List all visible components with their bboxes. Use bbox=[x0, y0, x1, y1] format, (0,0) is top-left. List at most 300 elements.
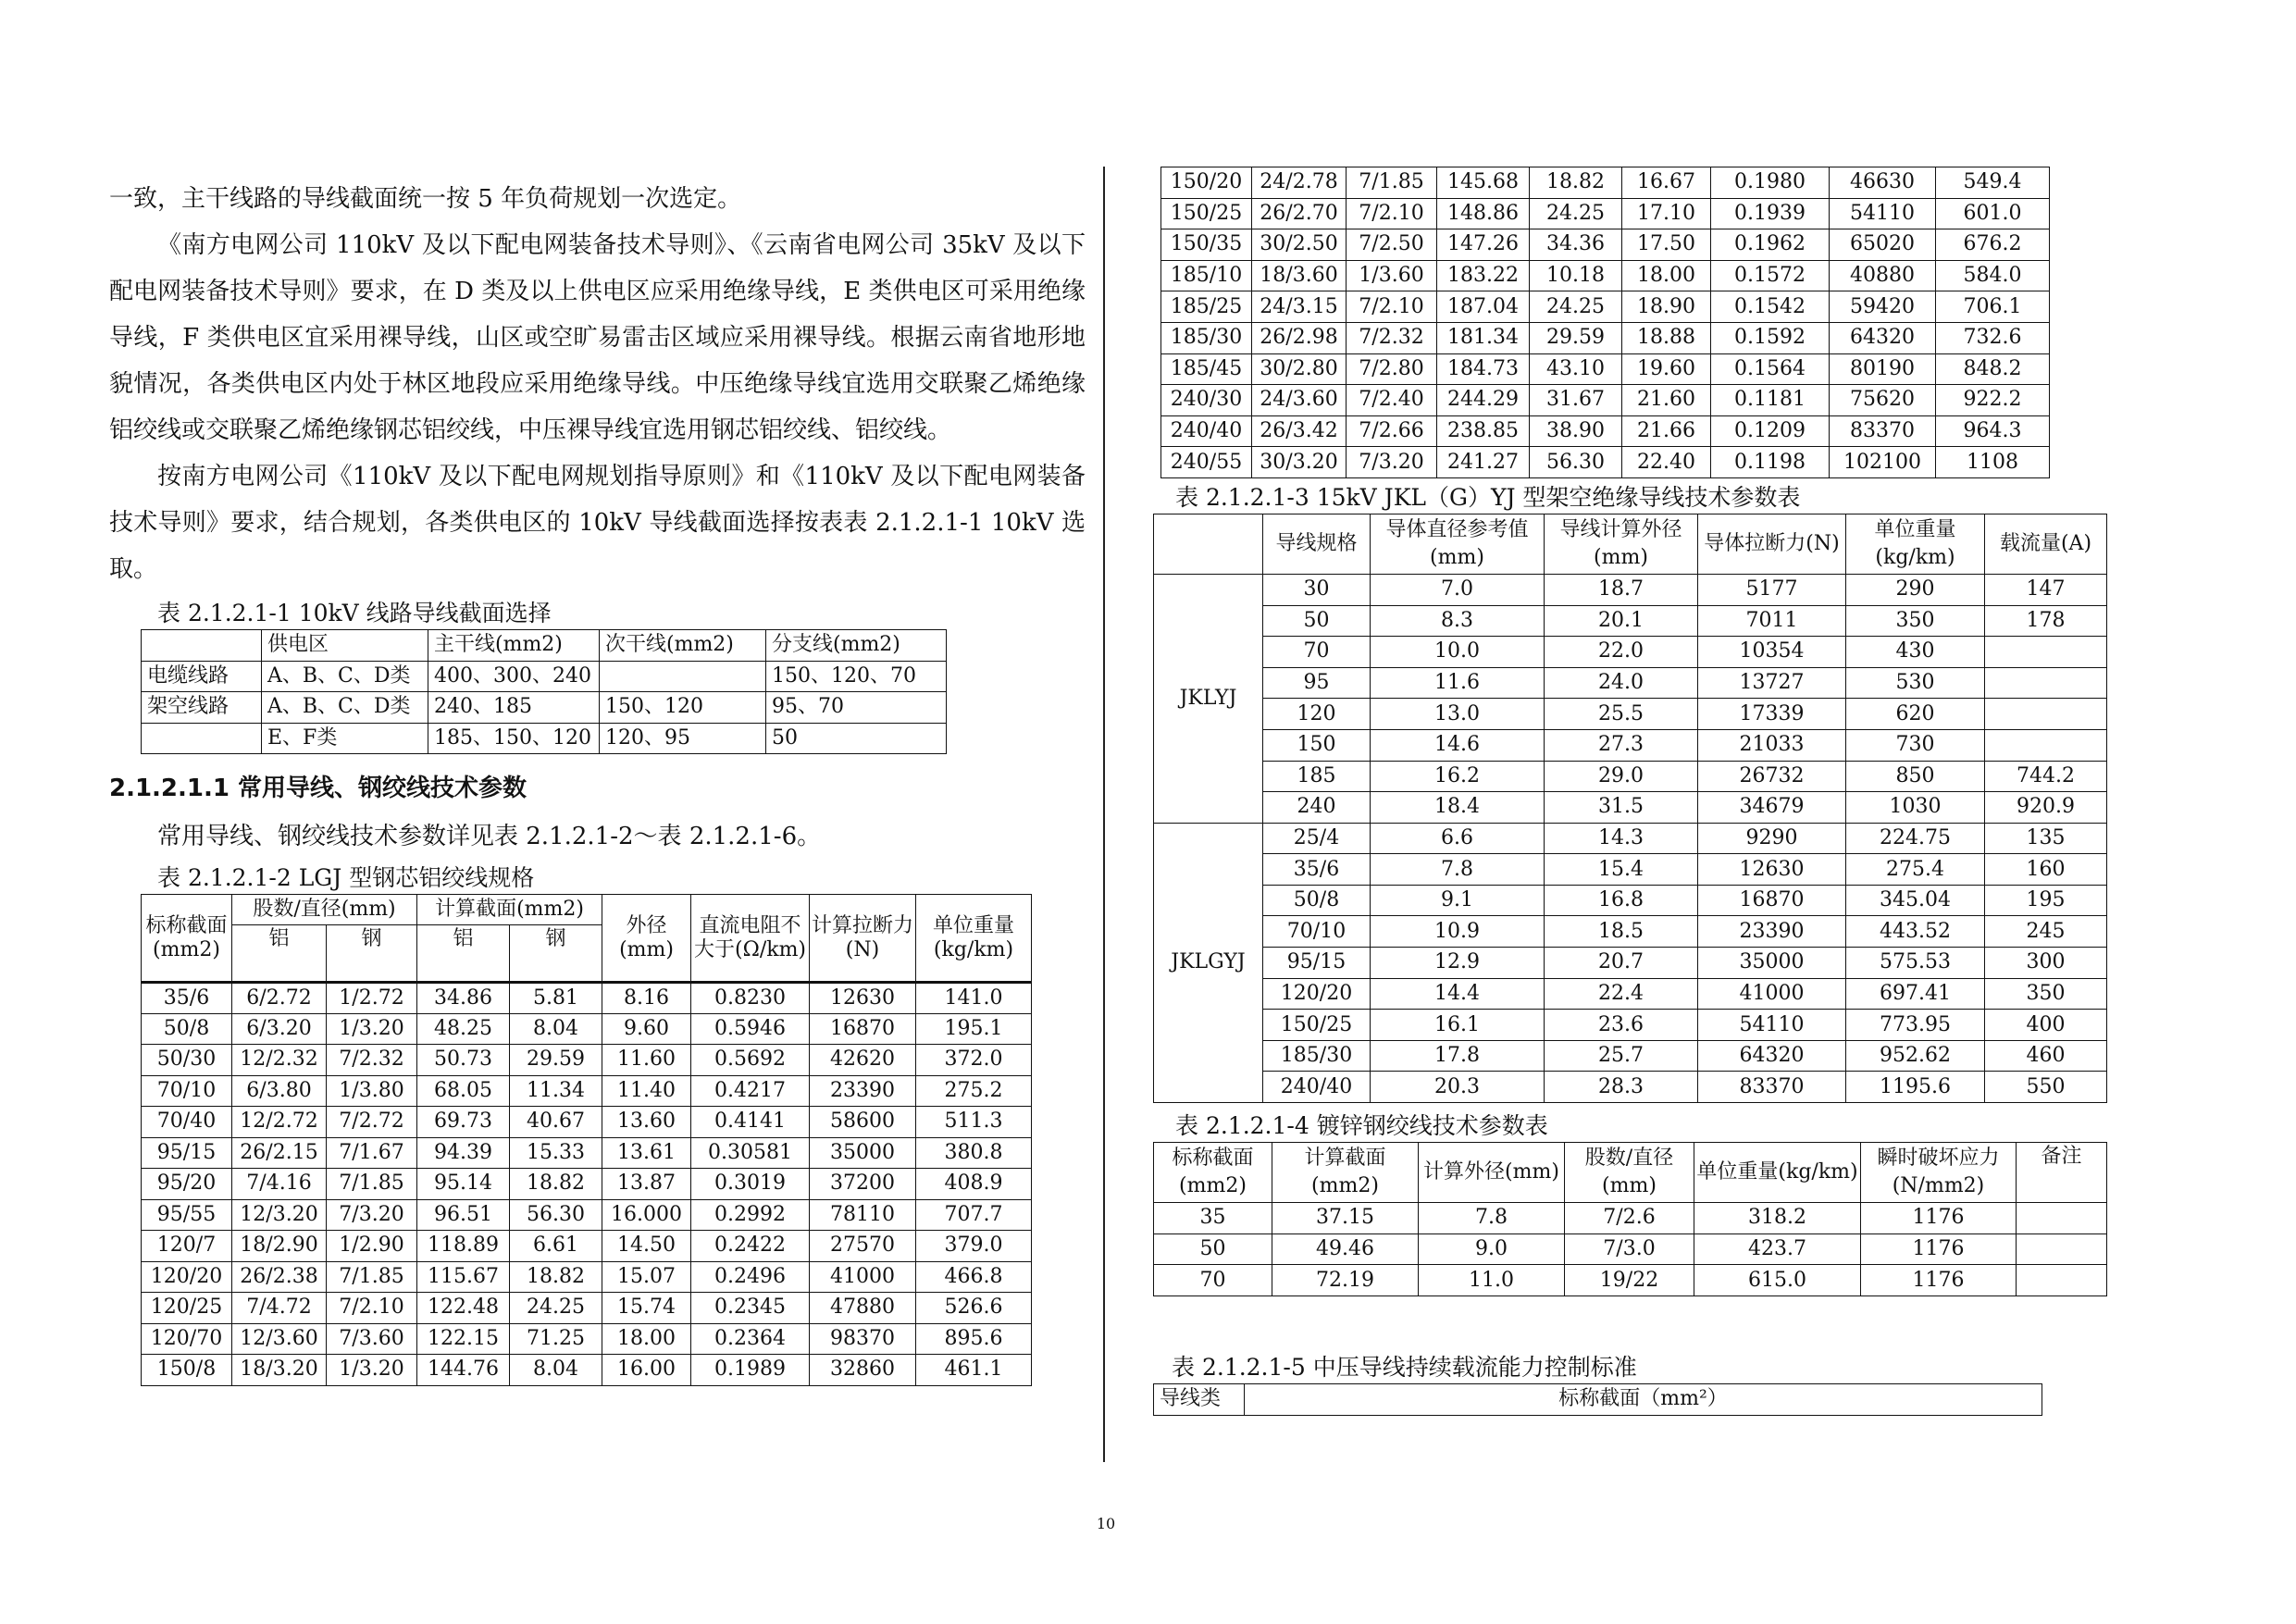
table-cell: 0.1572 bbox=[1711, 260, 1830, 291]
table-cell: 7/2.32 bbox=[1347, 322, 1437, 353]
table-row bbox=[1154, 1072, 2107, 1103]
table-cell: 38.90 bbox=[1530, 415, 1622, 447]
table-cell: 706.1 bbox=[1936, 291, 2050, 323]
table-cell: 7/4.72 bbox=[232, 1293, 327, 1324]
table-cell: 49.46 bbox=[1272, 1233, 1419, 1265]
table-cell: 241.27 bbox=[1437, 447, 1530, 478]
table-cell: 95/55 bbox=[142, 1199, 232, 1231]
table-cell: 8.16 bbox=[602, 983, 691, 1014]
table-cell: 240/30 bbox=[1161, 385, 1252, 416]
table-row bbox=[1161, 260, 2050, 291]
table-cell: 18.88 bbox=[1622, 322, 1711, 353]
table-cell: 1/3.80 bbox=[327, 1075, 417, 1107]
table-cell: 120/7 bbox=[142, 1231, 232, 1262]
table-row bbox=[142, 1045, 1032, 1076]
table-header-cell: 计算截面(mm2) bbox=[417, 895, 602, 925]
table-cell: 240 bbox=[1263, 792, 1371, 824]
table-cell: 6.61 bbox=[510, 1231, 602, 1262]
table-cell: 95.14 bbox=[417, 1169, 510, 1200]
table-header-cell: 钢 bbox=[510, 925, 602, 983]
table-cell: 400 bbox=[1985, 1010, 2107, 1041]
table-cell: 59420 bbox=[1830, 291, 1936, 323]
table-cell: 18/2.90 bbox=[232, 1231, 327, 1262]
table-cell: 7/2.10 bbox=[1347, 291, 1437, 323]
table-cell: 28.3 bbox=[1545, 1072, 1698, 1103]
table-cell: 11.40 bbox=[602, 1075, 691, 1107]
table-row bbox=[142, 1323, 1032, 1355]
table-cell: 120/20 bbox=[142, 1261, 232, 1293]
table-cell: 102100 bbox=[1830, 447, 1936, 478]
table-header-cell: 分支线(mm2) bbox=[766, 630, 947, 662]
table-cell: 318.2 bbox=[1694, 1203, 1861, 1234]
table-cell: 95/15 bbox=[142, 1137, 232, 1169]
table-cell: 9.60 bbox=[602, 1013, 691, 1045]
table-cell: 615.0 bbox=[1694, 1265, 1861, 1296]
table-cell: 18.00 bbox=[1622, 260, 1711, 291]
table-body bbox=[1154, 574, 2107, 1102]
table-header-cell: 股数/直径(mm) bbox=[1565, 1143, 1694, 1203]
table-cell: 150/8 bbox=[142, 1355, 232, 1386]
table-cell: 23390 bbox=[810, 1075, 916, 1107]
table-cell: 架空线路 bbox=[142, 692, 262, 724]
table-cell: 13.0 bbox=[1371, 699, 1545, 730]
table-cell: 848.2 bbox=[1936, 353, 2050, 385]
table-cell: 150/35 bbox=[1161, 229, 1252, 261]
table-header-cell: 计算拉断力(N) bbox=[810, 895, 916, 983]
table-cell: 11.60 bbox=[602, 1045, 691, 1076]
table-cell: 0.1564 bbox=[1711, 353, 1830, 385]
table-cell: 65020 bbox=[1830, 229, 1936, 261]
table-cell: 50 bbox=[1154, 1233, 1272, 1265]
table3-caption: 表 2.1.2.1-3 15kV JKL（G）YJ 型架空绝缘导线技术参数表 bbox=[1175, 483, 1801, 511]
table-cell: 7/1.67 bbox=[327, 1137, 417, 1169]
table-row bbox=[1154, 1040, 2107, 1072]
table-cell: 18.7 bbox=[1545, 574, 1698, 605]
table-cell: 11.0 bbox=[1419, 1265, 1565, 1296]
table-cell: 120/20 bbox=[1263, 978, 1371, 1010]
table-cell: 56.30 bbox=[1530, 447, 1622, 478]
table-row bbox=[1154, 1203, 2107, 1234]
table-cell bbox=[1985, 729, 2107, 761]
table-cell: 850 bbox=[1846, 761, 1985, 792]
table-row bbox=[142, 723, 947, 754]
table-cell: 160 bbox=[1985, 854, 2107, 886]
table-cell: 620 bbox=[1846, 699, 1985, 730]
table-row bbox=[1161, 415, 2050, 447]
paragraph-2: 《南方电网公司 110kV 及以下配电网装备技术导则》、《云南省电网公司 35kV 及以下配电网装备技术导则》要求，在 D 类及以上供电区应采用绝缘导线，E 类供电区可采用绝缘导线，F 类供电区宜采用裸导线，山区或空旷易雷击区域应采用裸导线。根据云南省地形地貌情况，各类供电区内处于林区地段应采用绝缘导线。中压绝缘导线宜选用交联聚乙烯绝缘铝绞线或交联聚乙烯绝缘钢芯铝绞线，中压裸导线宜选用钢芯铝绞线、铝绞线。 bbox=[109, 231, 1086, 444]
table-cell: 22.4 bbox=[1545, 978, 1698, 1010]
table-row bbox=[142, 1169, 1032, 1200]
table-cell: 17.8 bbox=[1371, 1040, 1545, 1072]
table-row bbox=[1161, 447, 2050, 478]
table-cell: 184.73 bbox=[1437, 353, 1530, 385]
table-cell: 12/2.32 bbox=[232, 1045, 327, 1076]
table-cell: 275.4 bbox=[1846, 854, 1985, 886]
table-cell: 443.52 bbox=[1846, 916, 1985, 948]
table-cell: 1/3.20 bbox=[327, 1355, 417, 1386]
table-row bbox=[1154, 792, 2107, 824]
table-cell: 41000 bbox=[1698, 978, 1846, 1010]
table-cell: 56.30 bbox=[510, 1199, 602, 1231]
table-header-cell: 载流量(A) bbox=[1985, 514, 2107, 574]
table-cell: 1176 bbox=[1861, 1203, 2017, 1234]
table-cell bbox=[1985, 667, 2107, 699]
table-cell: 0.4141 bbox=[691, 1107, 810, 1138]
table-header-cell: 次干线(mm2) bbox=[600, 630, 766, 662]
table-cell: 732.6 bbox=[1936, 322, 2050, 353]
table-cell: 24/3.60 bbox=[1252, 385, 1347, 416]
table-header-cell: 外径(mm) bbox=[602, 895, 691, 983]
table-cell: 7/4.16 bbox=[232, 1169, 327, 1200]
table-row bbox=[1154, 823, 2107, 854]
table-cell: 922.2 bbox=[1936, 385, 2050, 416]
table-cell: 7/3.0 bbox=[1565, 1233, 1694, 1265]
lgj-conductor-spec-table-continued bbox=[1160, 167, 2050, 478]
table-header-cell: 标称截面(mm2) bbox=[142, 895, 232, 983]
table-cell: A、B、C、D类 bbox=[262, 661, 428, 692]
insulated-conductor-spec-table bbox=[1153, 514, 2107, 1103]
table-cell: 245 bbox=[1985, 916, 2107, 948]
table-cell: 16.8 bbox=[1545, 885, 1698, 916]
table-cell: 31.5 bbox=[1545, 792, 1698, 824]
table-cell: 6/3.20 bbox=[232, 1013, 327, 1045]
table-cell: 1176 bbox=[1861, 1265, 2017, 1296]
table-header-row bbox=[1154, 1383, 2042, 1415]
table-cell: 12/2.72 bbox=[232, 1107, 327, 1138]
table-cell: 730 bbox=[1846, 729, 1985, 761]
table-cell: 6/3.80 bbox=[232, 1075, 327, 1107]
table-cell: 13727 bbox=[1698, 667, 1846, 699]
table-row bbox=[142, 1261, 1032, 1293]
intro-paragraph: 常用导线、钢绞线技术参数详见表 2.1.2.1-2～表 2.1.2.1-6。 bbox=[157, 823, 822, 850]
table-row bbox=[1154, 948, 2107, 979]
table-cell: 773.95 bbox=[1846, 1010, 1985, 1041]
table-cell: 30 bbox=[1263, 574, 1371, 605]
table-cell: 21033 bbox=[1698, 729, 1846, 761]
table-cell: 47880 bbox=[810, 1293, 916, 1324]
table-cell: 240/40 bbox=[1161, 415, 1252, 447]
table-cell: 95/15 bbox=[1263, 948, 1371, 979]
table-cell: 12630 bbox=[810, 983, 916, 1014]
table-cell: 34.86 bbox=[417, 983, 510, 1014]
table-cell: 0.1209 bbox=[1711, 415, 1830, 447]
table-header-cell: 直流电阻不大于(Ω/km) bbox=[691, 895, 810, 983]
table-cell: 697.41 bbox=[1846, 978, 1985, 1010]
table-cell: 22.0 bbox=[1545, 637, 1698, 668]
table-header-cell: 股数/直径(mm) bbox=[232, 895, 417, 925]
table-cell bbox=[2017, 1233, 2107, 1265]
table-cell: 70/10 bbox=[142, 1075, 232, 1107]
table-row bbox=[1154, 699, 2107, 730]
table-cell: 6.6 bbox=[1371, 823, 1545, 854]
table-cell: 26732 bbox=[1698, 761, 1846, 792]
table-cell: 530 bbox=[1846, 667, 1985, 699]
table-cell: 0.2345 bbox=[691, 1293, 810, 1324]
table-cell: 380.8 bbox=[916, 1137, 1032, 1169]
table-cell: 240、185 bbox=[428, 692, 600, 724]
table-cell: 35 bbox=[1154, 1203, 1272, 1234]
table-header-cell: 标称截面（mm²） bbox=[1245, 1383, 2042, 1415]
table-row bbox=[1161, 229, 2050, 261]
table-cell: 15.4 bbox=[1545, 854, 1698, 886]
table-cell: 575.53 bbox=[1846, 948, 1985, 979]
table-cell: 0.2364 bbox=[691, 1323, 810, 1355]
table-cell: 115.67 bbox=[417, 1261, 510, 1293]
table-cell: 7/3.20 bbox=[1347, 447, 1437, 478]
table-cell: 50/30 bbox=[142, 1045, 232, 1076]
table-cell: 25.5 bbox=[1545, 699, 1698, 730]
table-header-cell: 单位重量(kg/km) bbox=[1846, 514, 1985, 574]
table-cell: 9.1 bbox=[1371, 885, 1545, 916]
table-cell: 26/2.70 bbox=[1252, 198, 1347, 229]
group-label-cell: JKLYJ bbox=[1154, 574, 1263, 823]
table-cell: 0.1592 bbox=[1711, 322, 1830, 353]
table-cell: 5177 bbox=[1698, 574, 1846, 605]
table-cell: 94.39 bbox=[417, 1137, 510, 1169]
table-cell: 29.59 bbox=[1530, 322, 1622, 353]
table-cell: 7011 bbox=[1698, 605, 1846, 637]
left-column bbox=[109, 176, 1086, 1386]
table-cell: 13.60 bbox=[602, 1107, 691, 1138]
table-cell: 238.85 bbox=[1437, 415, 1530, 447]
table-cell: 178 bbox=[1985, 605, 2107, 637]
table-cell: 18/3.20 bbox=[232, 1355, 327, 1386]
table-cell bbox=[2017, 1203, 2107, 1234]
table-cell: 0.1989 bbox=[691, 1355, 810, 1386]
table-cell: 707.7 bbox=[916, 1199, 1032, 1231]
table-cell: 26/2.15 bbox=[232, 1137, 327, 1169]
table-row bbox=[1154, 761, 2107, 792]
table-cell bbox=[2017, 1265, 2107, 1296]
table-header-cell: 钢 bbox=[327, 925, 417, 983]
table-cell: 21.60 bbox=[1622, 385, 1711, 416]
table-cell: 10.0 bbox=[1371, 637, 1545, 668]
table-cell: 14.4 bbox=[1371, 978, 1545, 1010]
table-cell: 195 bbox=[1985, 885, 2107, 916]
table-cell: 13.87 bbox=[602, 1169, 691, 1200]
table-cell: 185/30 bbox=[1263, 1040, 1371, 1072]
table-cell: 7/3.20 bbox=[327, 1199, 417, 1231]
table-cell: 1/3.20 bbox=[327, 1013, 417, 1045]
table-cell: 601.0 bbox=[1936, 198, 2050, 229]
table-cell: 150、120、70 bbox=[766, 661, 947, 692]
table-cell: 70 bbox=[1154, 1265, 1272, 1296]
table-cell: 电缆线路 bbox=[142, 661, 262, 692]
table-cell: 16.2 bbox=[1371, 761, 1545, 792]
table-row bbox=[142, 1231, 1032, 1262]
table-cell: 150/25 bbox=[1161, 198, 1252, 229]
table-cell: 29.0 bbox=[1545, 761, 1698, 792]
table-cell: 43.10 bbox=[1530, 353, 1622, 385]
table4-caption: 表 2.1.2.1-4 镀锌钢绞线技术参数表 bbox=[1175, 1112, 1548, 1140]
table-cell: 9.0 bbox=[1419, 1233, 1565, 1265]
table-row bbox=[1161, 353, 2050, 385]
table-cell: 22.40 bbox=[1622, 447, 1711, 478]
table-cell: 7.0 bbox=[1371, 574, 1545, 605]
table-cell: 50 bbox=[1263, 605, 1371, 637]
table-cell: 0.5946 bbox=[691, 1013, 810, 1045]
table-cell: 350 bbox=[1846, 605, 1985, 637]
table-cell: 20.1 bbox=[1545, 605, 1698, 637]
table-header-cell bbox=[1154, 514, 1263, 574]
table-cell: 19.60 bbox=[1622, 353, 1711, 385]
table-body bbox=[1154, 1203, 2107, 1296]
table-cell: 460 bbox=[1985, 1040, 2107, 1072]
table-header-cell: 铝 bbox=[232, 925, 327, 983]
table-cell: 48.25 bbox=[417, 1013, 510, 1045]
table-cell: 23390 bbox=[1698, 916, 1846, 948]
table-cell: 30/3.20 bbox=[1252, 447, 1347, 478]
table-cell: 20.7 bbox=[1545, 948, 1698, 979]
table-cell: 26/2.38 bbox=[232, 1261, 327, 1293]
table-cell: 423.7 bbox=[1694, 1233, 1861, 1265]
table-cell: 35000 bbox=[810, 1137, 916, 1169]
table-cell: 70/10 bbox=[1263, 916, 1371, 948]
table-body bbox=[1161, 167, 2050, 478]
table-cell: 35000 bbox=[1698, 948, 1846, 979]
table-cell: 466.8 bbox=[916, 1261, 1032, 1293]
table-cell: 920.9 bbox=[1985, 792, 2107, 824]
table-cell: 181.34 bbox=[1437, 322, 1530, 353]
table-cell: 70/40 bbox=[142, 1107, 232, 1138]
table-cell: 135 bbox=[1985, 823, 2107, 854]
table-row bbox=[142, 1355, 1032, 1386]
table-cell: 95 bbox=[1263, 667, 1371, 699]
table-row bbox=[142, 1137, 1032, 1169]
table-cell: 1195.6 bbox=[1846, 1072, 1985, 1103]
table-cell: 0.2992 bbox=[691, 1199, 810, 1231]
table-cell: 240/40 bbox=[1263, 1072, 1371, 1103]
table-row bbox=[1154, 729, 2107, 761]
table-cell: 148.86 bbox=[1437, 198, 1530, 229]
table-cell: 0.3019 bbox=[691, 1169, 810, 1200]
table-cell: 16.00 bbox=[602, 1355, 691, 1386]
table-header-row bbox=[142, 630, 947, 662]
table-cell bbox=[1985, 699, 2107, 730]
table-cell: 744.2 bbox=[1985, 761, 2107, 792]
table-cell: 118.89 bbox=[417, 1231, 510, 1262]
table-header-cell: 导线类 bbox=[1154, 1383, 1245, 1415]
table-cell: 96.51 bbox=[417, 1199, 510, 1231]
paragraph-3: 按南方电网公司《110kV 及以下配电网规划指导原则》和《110kV 及以下配电网装备技术导则》要求，结合规划，各类供电区的 10kV 导线截面选择按表表 2.1.2.1-1 10kV 选取。 bbox=[109, 463, 1086, 583]
table-header-cell: 主干线(mm2) bbox=[428, 630, 600, 662]
table-cell: 1108 bbox=[1936, 447, 2050, 478]
table-cell: 150/25 bbox=[1263, 1010, 1371, 1041]
table-cell: 952.62 bbox=[1846, 1040, 1985, 1072]
table-cell: 25.7 bbox=[1545, 1040, 1698, 1072]
table-cell: 40880 bbox=[1830, 260, 1936, 291]
table-cell: 15.07 bbox=[602, 1261, 691, 1293]
table-cell: 50/8 bbox=[1263, 885, 1371, 916]
table-cell: 1030 bbox=[1846, 792, 1985, 824]
table-cell: 69.73 bbox=[417, 1107, 510, 1138]
table-cell: 78110 bbox=[810, 1199, 916, 1231]
table-cell: 70 bbox=[1263, 637, 1371, 668]
table-cell: 120/70 bbox=[142, 1323, 232, 1355]
table-cell: 37200 bbox=[810, 1169, 916, 1200]
table-cell: 120、95 bbox=[600, 723, 766, 754]
table-cell: 183.22 bbox=[1437, 260, 1530, 291]
table-cell: 16870 bbox=[810, 1013, 916, 1045]
table-row bbox=[1161, 322, 2050, 353]
table-row bbox=[1154, 916, 2107, 948]
table-cell: 95/20 bbox=[142, 1169, 232, 1200]
table-cell: 16870 bbox=[1698, 885, 1846, 916]
table-row bbox=[1154, 885, 2107, 916]
table-cell: 244.29 bbox=[1437, 385, 1530, 416]
table-row bbox=[1154, 637, 2107, 668]
table-cell: 21.66 bbox=[1622, 415, 1711, 447]
table-cell: 147 bbox=[1985, 574, 2107, 605]
lgj-conductor-spec-table bbox=[141, 894, 1032, 1386]
table-cell: 290 bbox=[1846, 574, 1985, 605]
page-number: 10 bbox=[1096, 1515, 1116, 1532]
table-header-cell: 导体直径参考值(mm) bbox=[1371, 514, 1545, 574]
table1-caption: 表 2.1.2.1-1 10kV 线路导线截面选择 bbox=[157, 600, 552, 626]
table-cell: 26/2.98 bbox=[1252, 322, 1347, 353]
table-cell: 7/2.6 bbox=[1565, 1203, 1694, 1234]
table-row bbox=[142, 661, 947, 692]
table-cell: 24.0 bbox=[1545, 667, 1698, 699]
conductor-section-selection-table bbox=[141, 629, 947, 754]
table-cell: 32860 bbox=[810, 1355, 916, 1386]
table-row bbox=[1154, 854, 2107, 886]
table-header-cell: 计算外径(mm) bbox=[1419, 1143, 1565, 1203]
table-cell: 24.25 bbox=[510, 1293, 602, 1324]
current-capacity-table bbox=[1153, 1383, 2042, 1416]
table-header-cell: 单位重量(kg/km) bbox=[916, 895, 1032, 983]
table-header-cell: 铝 bbox=[417, 925, 510, 983]
table-row bbox=[1161, 291, 2050, 323]
table-cell: 54110 bbox=[1698, 1010, 1846, 1041]
table-row bbox=[142, 692, 947, 724]
table-cell: 13.61 bbox=[602, 1137, 691, 1169]
table-cell: 16.000 bbox=[602, 1199, 691, 1231]
table-row bbox=[1161, 385, 2050, 416]
table-cell: 0.1939 bbox=[1711, 198, 1830, 229]
table-cell: 26/3.42 bbox=[1252, 415, 1347, 447]
table-row bbox=[142, 1199, 1032, 1231]
table-cell: 42620 bbox=[810, 1045, 916, 1076]
table-cell: 144.76 bbox=[417, 1355, 510, 1386]
table-cell: 275.2 bbox=[916, 1075, 1032, 1107]
table-cell: 64320 bbox=[1830, 322, 1936, 353]
table-cell: 240/55 bbox=[1161, 447, 1252, 478]
table-cell: 72.19 bbox=[1272, 1265, 1419, 1296]
table-cell: 12.9 bbox=[1371, 948, 1545, 979]
table-cell: 31.67 bbox=[1530, 385, 1622, 416]
table-cell: 18.82 bbox=[510, 1169, 602, 1200]
table-cell: 430 bbox=[1846, 637, 1985, 668]
table-cell: 372.0 bbox=[916, 1045, 1032, 1076]
table-cell: 10354 bbox=[1698, 637, 1846, 668]
table-cell: 18.82 bbox=[510, 1261, 602, 1293]
table-cell: 0.4217 bbox=[691, 1075, 810, 1107]
table-cell: 345.04 bbox=[1846, 885, 1985, 916]
table-cell: 12/3.20 bbox=[232, 1199, 327, 1231]
table-cell: 895.6 bbox=[916, 1323, 1032, 1355]
table-cell: 40.67 bbox=[510, 1107, 602, 1138]
table-cell: 17339 bbox=[1698, 699, 1846, 730]
table-row bbox=[142, 1107, 1032, 1138]
table-cell: 30/2.50 bbox=[1252, 229, 1347, 261]
table-cell bbox=[1985, 637, 2107, 668]
table-cell: 7/2.40 bbox=[1347, 385, 1437, 416]
table-header-cell: 计算截面(mm2) bbox=[1272, 1143, 1419, 1203]
table-cell: 54110 bbox=[1830, 198, 1936, 229]
table-cell: 14.6 bbox=[1371, 729, 1545, 761]
table-cell: 41000 bbox=[810, 1261, 916, 1293]
